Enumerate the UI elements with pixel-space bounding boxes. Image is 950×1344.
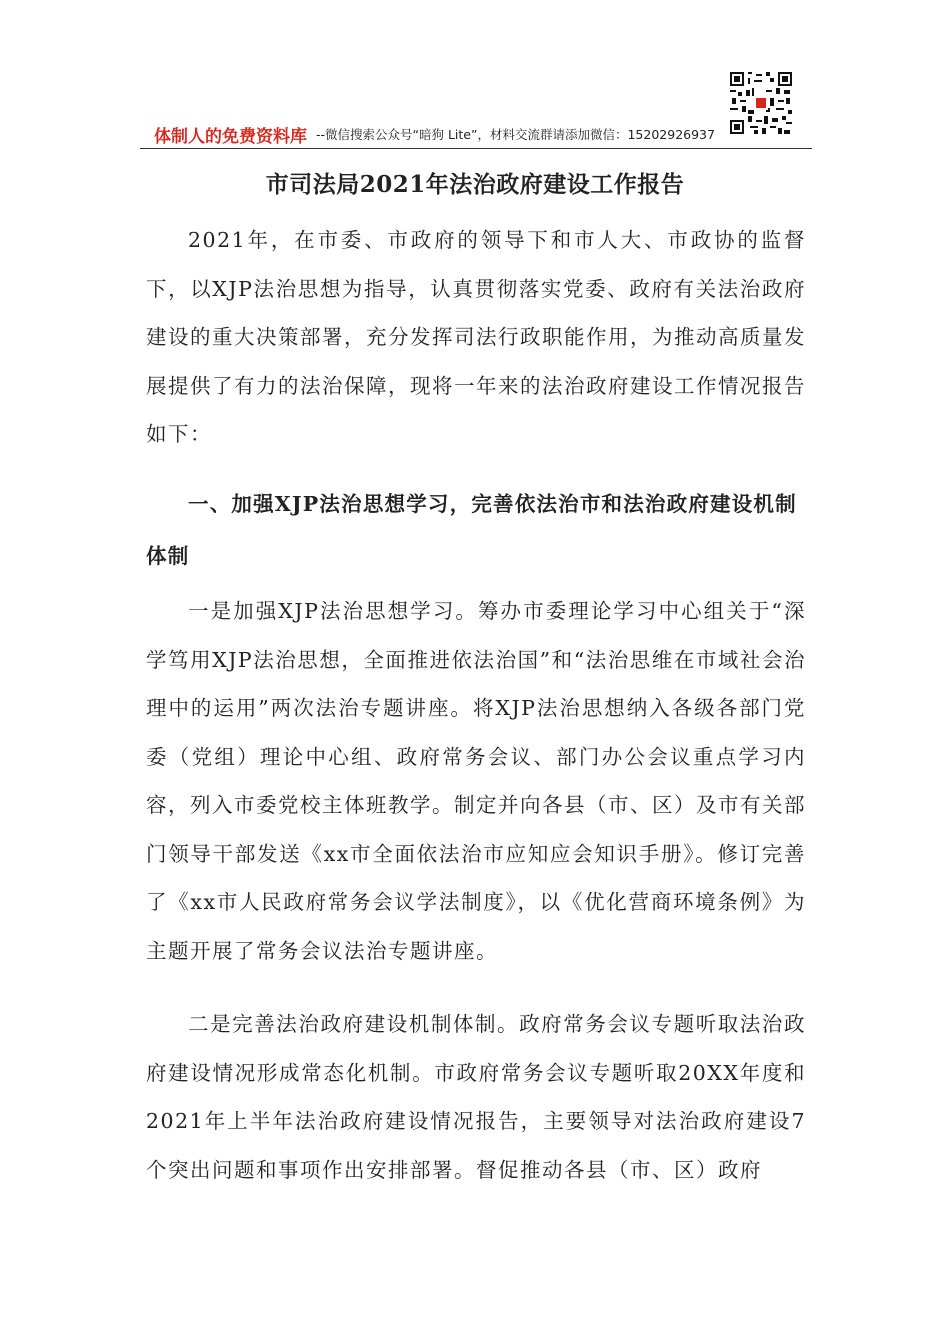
body-paragraph-1: 一是加强XJP法治思想学习。筹办市委理论学习中心组关于“深学笃用XJP法治思想，全面推进依法治国”和“法治思维在市域社会治理中的运用”两次法治专题讲座。将XJP法治思想纳入各级各部门党委（党组）理论中心组、政府常务会议、部门办公会议重点学习内容，列入市委党校主体班教学。制定并向各县（市、区）及市有关部门领导干部发送《xx市全面依法治市应知应会知识手册》。修订完善了《xx市人民政府常务会议学法制度》，以《优化营商环境条例》为主题开展了常务会议法治专题讲座。 xyxy=(146,599,806,963)
brand-name: 体制人的免费资料库 xyxy=(154,127,307,147)
qr-code-icon xyxy=(730,72,792,134)
wechat-notice: --微信搜索公众号“暗狗 Lite”，材料交流群请添加微信：15202926937 xyxy=(316,127,715,142)
intro-paragraph: 2021年，在市委、市政府的领导下和市人大、市政协的监督下，以XJP法治思想为指导，认真贯彻落实党委、政府有关法治政府建设的重大决策部署，充分发挥司法行政职能作用，为推动高质量发展提供了有力的法治保障，现将一年来的法治政府建设工作情况报告如下： xyxy=(146,228,806,446)
body-paragraph-2: 二是完善法治政府建设机制体制。政府常务会议专题听取法治政府建设情况形成常态化机制。市政府常务会议专题听取20XX年度和2021年上半年法治政府建设情况报告，主要领导对法治政府建设7个突出问题和事项作出安排部署。督促推动各县（市、区）政府 xyxy=(146,1012,806,1182)
page-header xyxy=(140,118,812,149)
section-heading: 一、加强XJP法治思想学习，完善依法治市和法治政府建设机制体制 xyxy=(146,492,797,568)
document-title: 市司法局2021年法治政府建设工作报告 xyxy=(265,171,685,198)
